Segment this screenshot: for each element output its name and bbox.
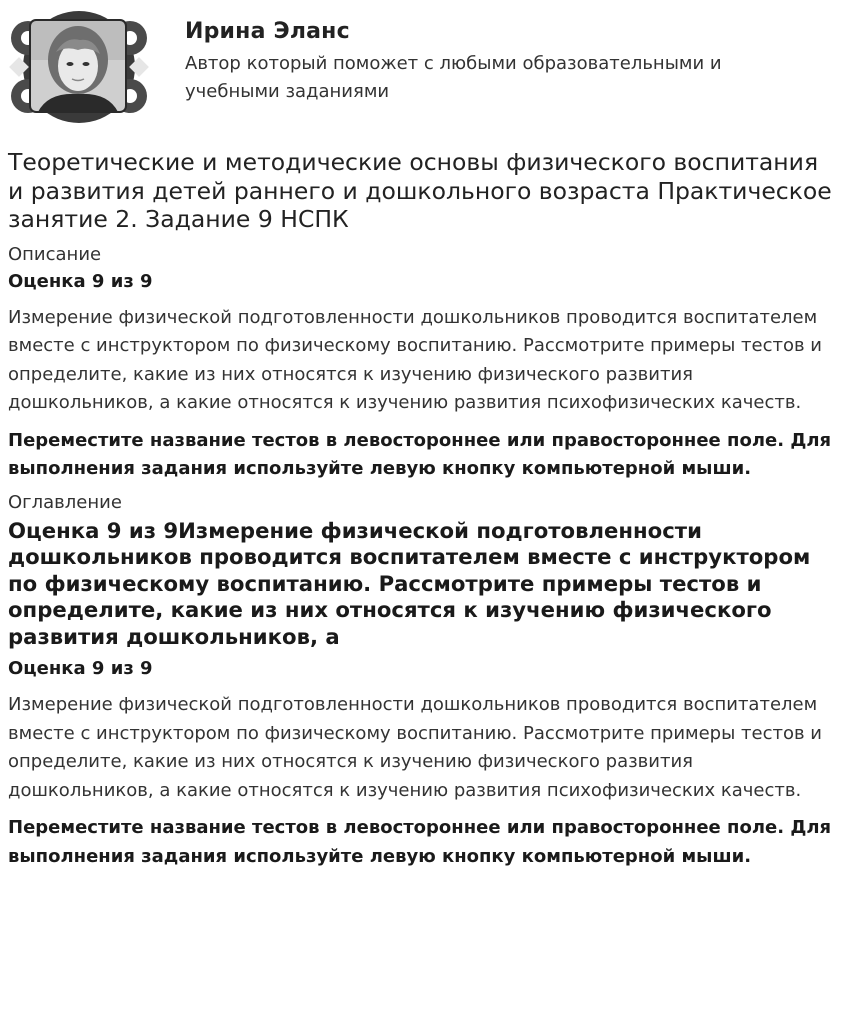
toc-section [8,490,840,872]
toc-label: Оглавление [8,491,122,513]
toc-task-instruction: Переместите название тестов в левостороннее или правостороннее поле. Для выполнения задания используйте левую кнопку компьютерной мыши. [8,817,832,867]
toc-task-description: Измерение физической подготовленности дошкольников проводится воспитателем вместе с инструктором по физическому воспитанию. Рассмотрите примеры тестов и определите, какие из них относятся к изучению физического развития дошкольников, а какие относятся к изучению развития психофизических качеств. [8,694,823,801]
author-block [8,8,839,128]
description-section [8,242,840,484]
author-description: Автор который поможет с любыми образовательными и учебными заданиями [185,53,722,102]
main-content [8,148,840,871]
description-label: Описание [8,243,102,265]
author-avatar[interactable] [8,8,150,126]
author-name[interactable]: Ирина Эланс [185,19,350,44]
toc-heading: Оценка 9 из 9Измерение физической подготовленности дошкольников проводится воспитателем вместе с инструктором по физическому воспитанию. Рассмотрите примеры тестов и определите, какие из них относятся к изучению физического развития дошкольников, а [8,517,811,649]
task-instruction: Переместите название тестов в левостороннее или правостороннее поле. Для выполнения задания используйте левую кнопку компьютерной мыши. [8,429,832,479]
task-description: Измерение физической подготовленности дошкольников проводится воспитателем вместе с инструктором по физическому воспитанию. Рассмотрите примеры тестов и определите, какие из них относятся к изучению физического развития дошкольников, а какие относятся к изучению развития психофизических качеств. [8,306,823,413]
grade-label: Оценка 9 из 9 [8,270,153,292]
page-title: Теоретические и методические основы физического воспитания и развития детей раннего и дошкольного возраста Практическое занятие 2. Задание 9 НСПК [8,148,832,233]
toc-grade-label: Оценка 9 из 9 [8,658,153,679]
